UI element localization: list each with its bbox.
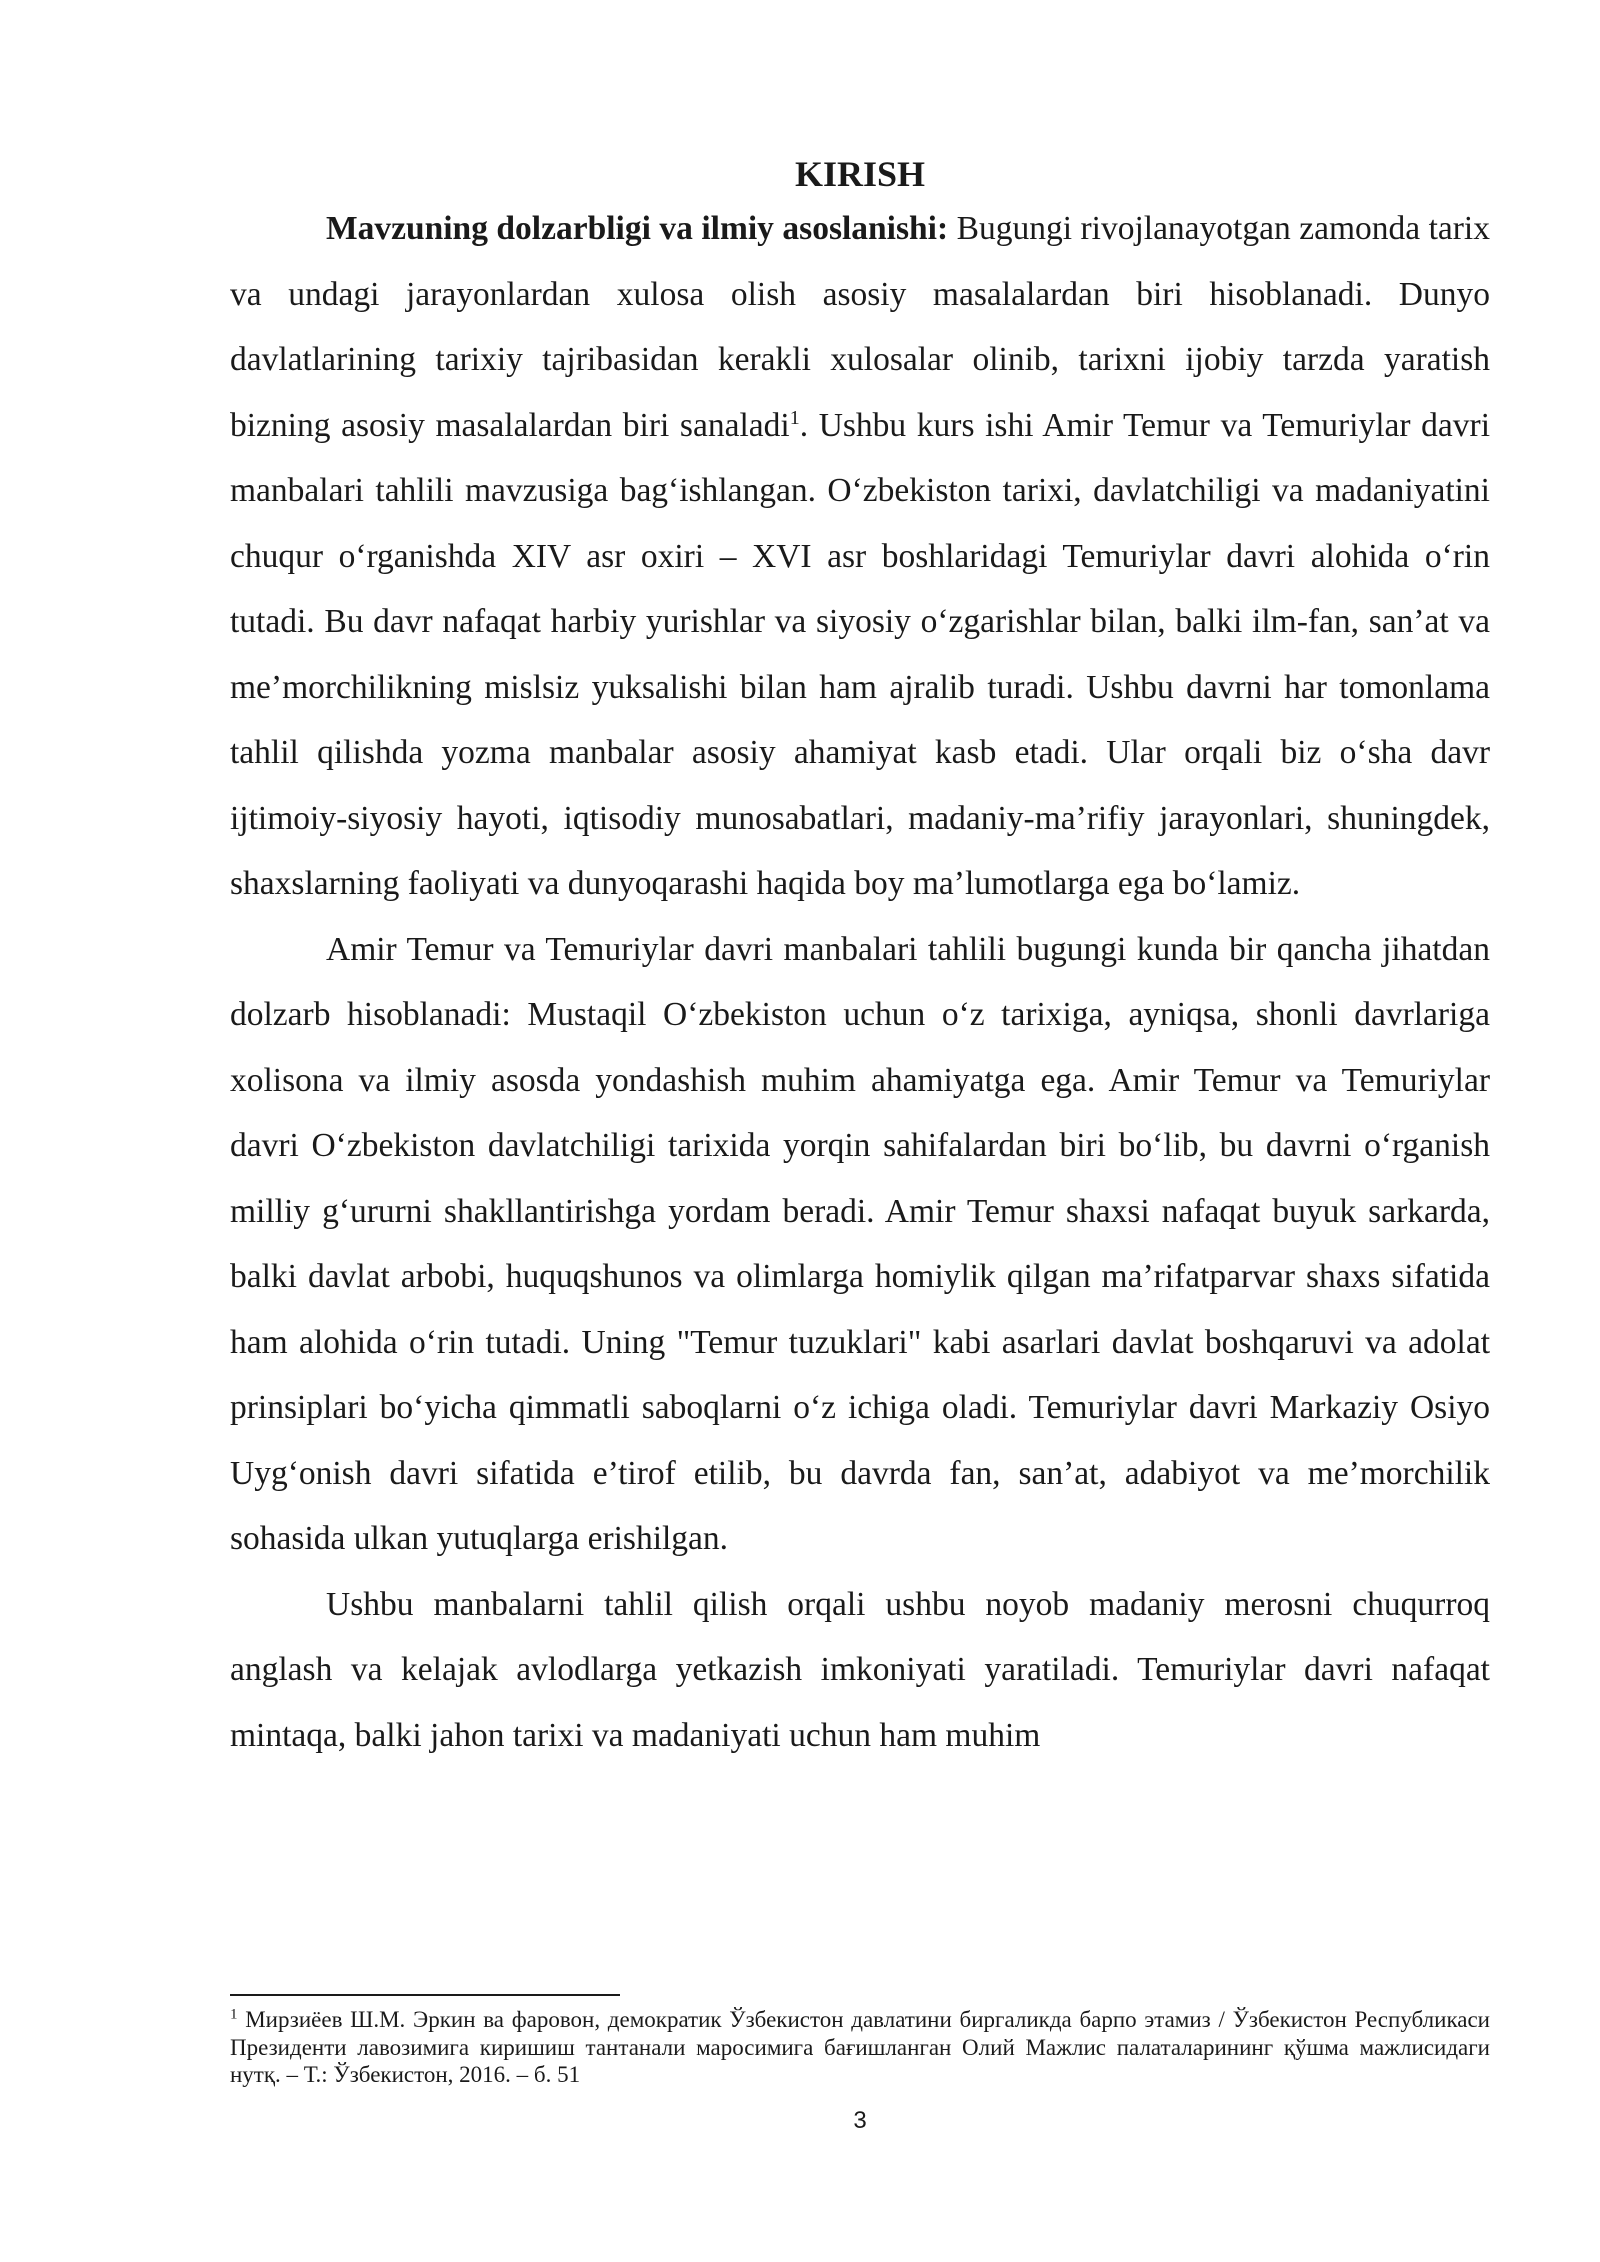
paragraph-text: . Ushbu kurs ishi Amir Temur va Temuriylar davri manbalari tahlili mavzusiga bag‘ishlangan. O‘zbekiston tarixi, davlatchiligi va madaniyatini chuqur o‘rganishda XIV asr oxiri – XVI asr boshlaridagi Temuriylar davri alohida o‘rin tutadi. Bu davr nafaqat harbiy yurishlar va siyosiy o‘zgarishlar bilan, balki ilm-fan, san’at va me’morchilikning mislsiz yuksalishi bilan ham ajralib turadi. Ushbu davrni har tomonlama tahlil qilishda yozma manbalar asosiy ahamiyat kasb etadi. Ular orqali biz o‘sha davr ijtimoiy-siyosiy hayoti, iqtisodiy munosabatlari, madaniy-ma’rifiy jarayonlari, shuningdek, shaxslarning faoliyati va dunyoqarashi haqida boy ma’lumotlarga ega bo‘lamiz. — [230, 406, 1490, 902]
footnote-text: Мирзиёев Ш.М. Эркин ва фаровон, демократик Ўзбекистон давлатини биргаликда барпо этамиз / Ўзбекистон Республикаси Президенти лавозимига киришиш тантанали маросимига бағишланган Олий Мажлис палаталарининг қўшма мажлисидаги нутқ. – Т.: Ўзбекистон, 2016. – б. 51 — [230, 2007, 1490, 2087]
footnote-number: 1 — [230, 2006, 238, 2023]
paragraph-lead: Mavzuning dolzarbligi va ilmiy asoslanishi: — [326, 210, 949, 247]
section-heading: KIRISH — [794, 154, 926, 194]
paragraph-intro — [230, 196, 1490, 917]
paragraph-text: Bugungi rivojlanayotgan zamonda tarix va undagi jarayonlardan xulosa olish asosiy masalalardan biri hisoblanadi. Dunyo davlatlarining tarixiy tajribasidan kerakli xulosalar olinib, tarixni ijobiy tarzda yaratish bizning asosiy masalalardan biri sanaladi — [230, 210, 1490, 444]
footnote-separator — [230, 1994, 620, 1996]
footnote-reference[interactable]: 1 — [789, 406, 800, 429]
body-text — [230, 196, 1490, 1768]
paragraph-relevance: Amir Temur va Temuriylar davri manbalari tahlili bugungi kunda bir qancha jihatdan dolzarb hisoblanadi: Mustaqil O‘zbekiston uchun o‘z tarixiga, ayniqsa, shonli davrlariga xolisona va ilmiy asosda yondashish muhim ahamiyatga ega. Amir Temur va Temuriylar davri O‘zbekiston davlatchiligi tarixida yorqin sahifalardan biri bo‘lib, bu davrni o‘rganish milliy g‘ururni shakllantirishga yordam beradi. Amir Temur shaxsi nafaqat buyuk sarkarda, balki davlat arbobi, huquqshunos va olimlarga homiylik qilgan ma’rifatparvar shaxs sifatida ham alohida o‘rin tutadi. Uning "Temur tuzuklari" kabi asarlari davlat boshqaruvi va adolat prinsiplari bo‘yicha qimmatli saboqlarni o‘z ichiga oladi. Temuriylar davri Markaziy Osiyo Uyg‘onish davri sifatida e’tirof etilib, bu davrda fan, san’at, adabiyot va me’morchilik sohasida ulkan yutuqlarga erishilgan. — [230, 930, 1490, 1557]
paragraph-heritage: Ushbu manbalarni tahlil qilish orqali ushbu noyob madaniy merosni chuqurroq anglash va kelajak avlodlarga yetkazish imkoniyati yaratiladi. Temuriylar davri nafaqat mintaqa, balki jahon tarixi va madaniyati uchun ham muhim — [230, 1585, 1490, 1754]
page-number: 3 — [853, 2107, 867, 2134]
footnote — [230, 2006, 1490, 2089]
